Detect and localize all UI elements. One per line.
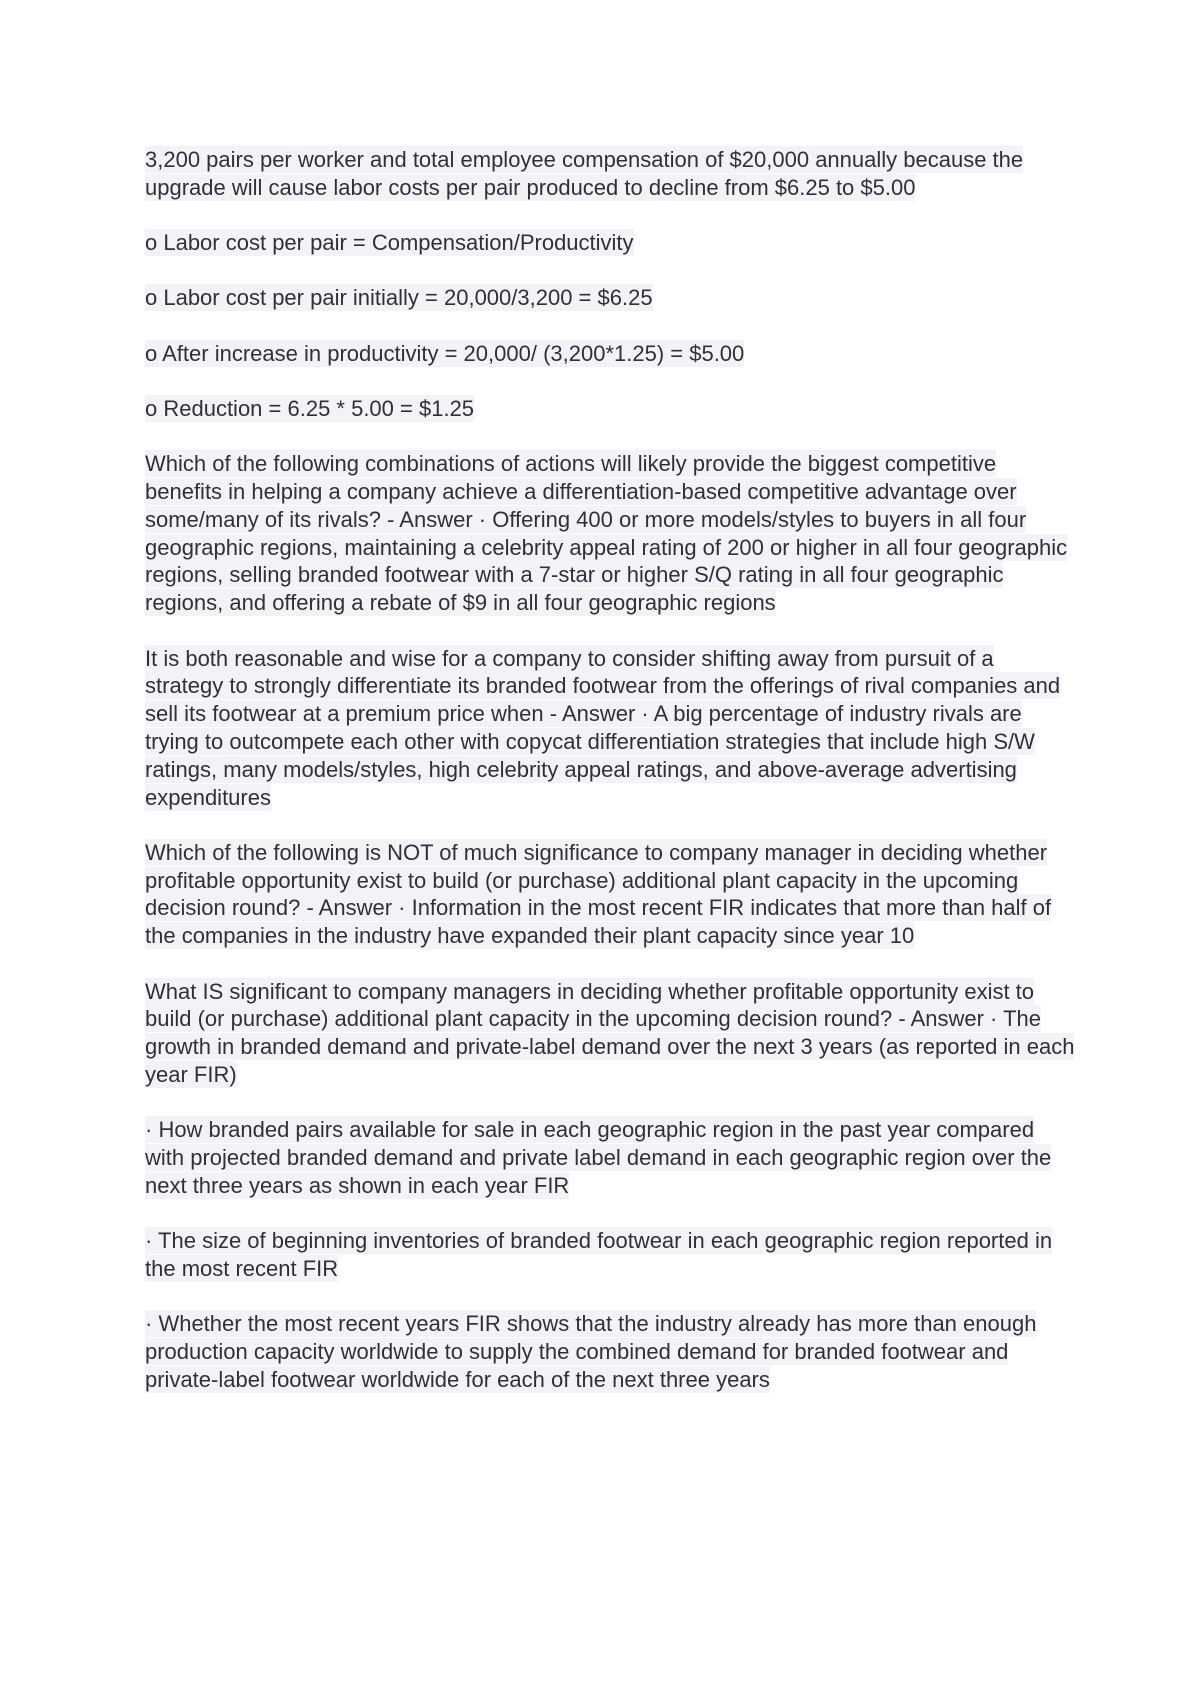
paragraph-text: · The size of beginning inventories of branded footwear in each geographic region reported in the most recent FIR xyxy=(145,1228,1053,1281)
paragraph-labor-cost-intro xyxy=(145,146,1075,202)
paragraph-text: · Whether the most recent years FIR shows that the industry already has more than enough production capacity worldwide to supply the combined demand for branded footwear and private-label footwear worldwide for each of the next three years xyxy=(145,1311,1037,1392)
paragraph-text: What IS significant to company managers in deciding whether profitable opportunity exist to build (or purchase) additional plant capacity in the upcoming decision round? - Answer · The growth in branded demand and private-label demand over the next 3 years (as reported in each year FIR) xyxy=(145,978,1075,1087)
document-body xyxy=(145,146,1075,1421)
paragraph-productivity-increase xyxy=(145,340,1075,368)
paragraph-text: o After increase in productivity = 20,000/ (3,200*1.25) = $5.00 xyxy=(145,340,745,366)
paragraph-text: o Labor cost per pair initially = 20,000/3,200 = $6.25 xyxy=(145,285,653,311)
question-differentiation-actions xyxy=(145,450,1075,617)
paragraph-text: 3,200 pairs per worker and total employee compensation of $20,000 annually because the upgrade will cause labor costs per pair produced to decline from $6.25 to $5.00 xyxy=(145,147,1024,200)
paragraph-text: o Reduction = 6.25 * 5.00 = $1.25 xyxy=(145,395,475,421)
question-significant-capacity xyxy=(145,978,1075,1089)
paragraph-text: Which of the following combinations of actions will likely provide the biggest competitive benefits in helping a company achieve a differentiation-based competitive advantage over some/many of its rivals? - Answer · Offering 400 or more models/styles to buyers in all four geographic regions, maintaining a celebrity appeal rating of 200 or higher in all four geographic regions, selling branded footwear with a 7-star or higher S/Q rating in all four geographic regions, and offering a rebate of $9 in all four geographic regions xyxy=(145,451,1068,616)
paragraph-reduction xyxy=(145,395,1075,423)
paragraph-text: Which of the following is NOT of much significance to company manager in deciding whether profitable opportunity exist to build (or purchase) additional plant capacity in the upcoming decision round? - Answer · Information in the most recent FIR indicates that more than half of the companies in the industry have expanded their plant capacity since year 10 xyxy=(145,839,1052,949)
paragraph-text: o Labor cost per pair = Compensation/Productivity xyxy=(145,230,634,256)
paragraph-text: · How branded pairs available for sale in each geographic region in the past year compared with projected branded demand and private label demand in each geographic region over the next three years as shown in each year FIR xyxy=(145,1117,1052,1198)
bullet-beginning-inventories xyxy=(145,1227,1075,1283)
question-shifting-strategy xyxy=(145,645,1075,812)
paragraph-text: It is both reasonable and wise for a company to consider shifting away from pursuit of a strategy to strongly differentiate its branded footwear from the offerings of rival companies and sell its footwear at a premium price when - Answer · A big percentage of industry rivals are trying to outcompete each other with copycat differentiation strategies that include high S/W ratings, many models/styles, high celebrity appeal ratings, and above-average advertising expenditures xyxy=(145,645,1061,810)
bullet-branded-pairs xyxy=(145,1116,1075,1199)
paragraph-labor-cost-formula xyxy=(145,229,1075,257)
paragraph-labor-cost-initial xyxy=(145,284,1075,312)
question-not-significant-capacity xyxy=(145,839,1075,950)
bullet-production-capacity xyxy=(145,1310,1075,1393)
